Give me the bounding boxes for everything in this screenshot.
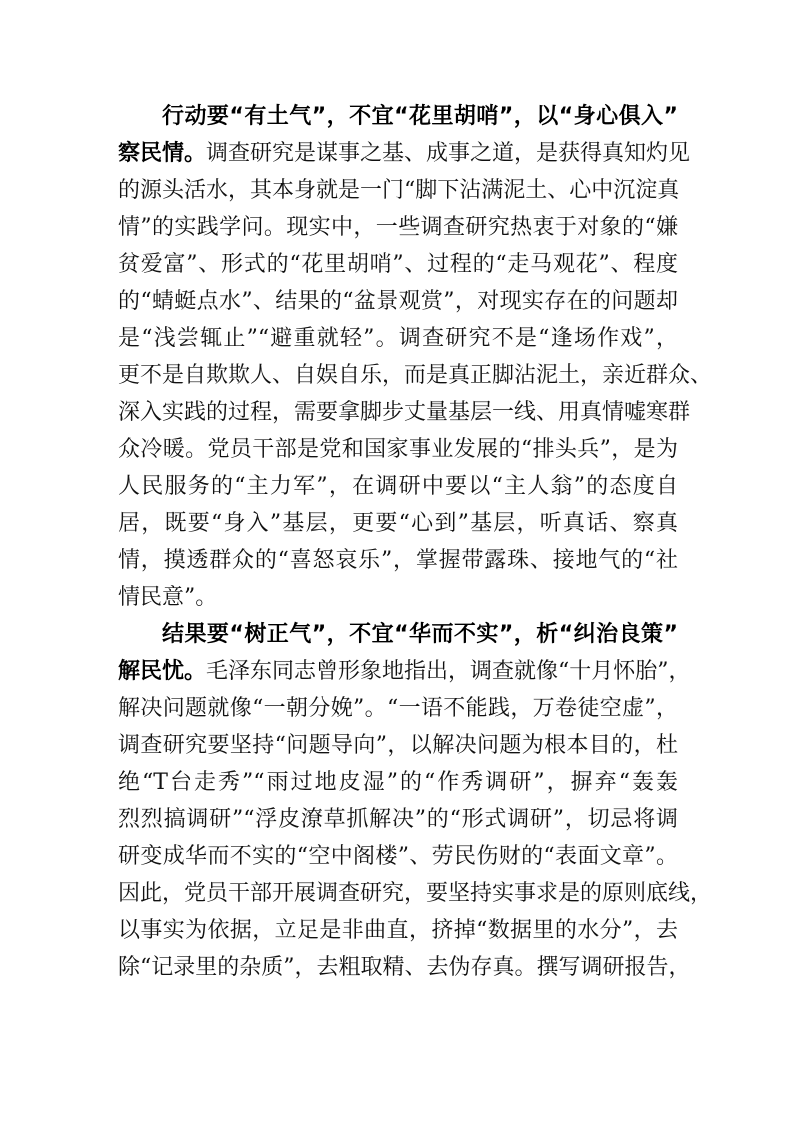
bold-heading-text: 结果要“树正气”，不宜“华而不实”，析“纠治良策” — [162, 622, 678, 647]
body-text: 解决问题就像“一朝分娩”。“一语不能践，万卷徒空虚”， — [118, 696, 678, 721]
text-line — [118, 431, 678, 468]
body-text: 研变成华而不实的“空中阁楼”、劳民伤财的“表面文章”。 — [118, 844, 678, 869]
text-line — [118, 764, 678, 801]
body-text: 情”的实践学问。现实中，一些调查研究热衷于对象的“嫌 — [118, 215, 678, 240]
text-line — [118, 912, 678, 949]
text-line — [118, 468, 678, 505]
paragraph — [118, 616, 713, 986]
text-line — [118, 653, 691, 690]
body-text: 烈烈搞调研”“浮皮潦草抓解决”的“形式调研”，切忌将调 — [118, 807, 678, 832]
text-line — [118, 949, 691, 986]
text-line — [118, 579, 678, 616]
text-line — [118, 727, 678, 764]
text-line — [118, 505, 678, 542]
text-line — [118, 98, 678, 135]
paragraph — [118, 98, 713, 616]
text-line — [118, 394, 691, 431]
body-text: 调查研究要坚持“问题导向”，以解决问题为根本目的，杜 — [118, 733, 678, 758]
text-line — [118, 616, 678, 653]
body-text: 深入实践的过程，需要拿脚步丈量基层一线、用真情嘘寒群 — [118, 400, 691, 425]
body-text: 居，既要“身入”基层，更要“心到”基层，听真话、察真 — [118, 511, 678, 536]
body-text: 绝“T台走秀”“雨过地皮湿”的“作秀调研”，摒弃“轰轰 — [118, 770, 678, 795]
body-text: 情民意”。 — [118, 585, 218, 610]
body-text: 除“记录里的杂质”，去粗取精、去伪存真。撰写调研报告， — [118, 955, 691, 980]
text-line — [118, 135, 691, 172]
bold-heading-text: 察民情。 — [118, 141, 207, 166]
text-line — [118, 246, 678, 283]
text-line — [118, 875, 713, 912]
text-line — [118, 357, 713, 394]
body-text: 人民服务的“主力军”，在调研中要以“主人翁”的态度自 — [118, 474, 678, 499]
text-line — [118, 542, 678, 579]
text-line — [118, 838, 678, 875]
body-text: 的源头活水，其本身就是一门“脚下沾满泥土、心中沉淀真 — [118, 178, 680, 203]
text-line — [118, 690, 678, 727]
body-text: 因此，党员干部开展调查研究，要坚持实事求是的原则底线， — [118, 881, 713, 906]
body-text: 情，摸透群众的“喜怒哀乐”，掌握带露珠、接地气的“社 — [118, 548, 678, 573]
body-text: 以事实为依据，立足是非曲直，挤掉“数据里的水分”，去 — [118, 918, 678, 943]
body-text: 调查研究是谋事之基、成事之道，是获得真知灼见 — [206, 141, 691, 166]
body-text: 众冷暖。党员干部是党和国家事业发展的“排头兵”，是为 — [118, 437, 678, 462]
bold-heading-text: 行动要“有土气”，不宜“花里胡哨”，以“身心俱入” — [162, 104, 678, 129]
text-line — [118, 172, 678, 209]
text-line — [118, 283, 678, 320]
text-line — [118, 320, 678, 357]
body-text: 贫爱富”、形式的“花里胡哨”、过程的“走马观花”、程度 — [118, 252, 678, 277]
body-text: 毛泽东同志曾形象地指出，调查就像“十月怀胎”， — [206, 659, 691, 684]
text-line — [118, 209, 678, 246]
text-line — [118, 801, 678, 838]
body-text: 更不是自欺欺人、自娱自乐，而是真正脚沾泥土，亲近群众、 — [118, 363, 713, 388]
body-text: 是“浅尝辄止”“避重就轻”。调查研究不是“逢场作戏”， — [118, 326, 678, 351]
bold-heading-text: 解民忧。 — [118, 659, 207, 684]
document-body — [118, 98, 713, 986]
body-text: 的“蜻蜓点水”、结果的“盆景观赏”，对现实存在的问题却 — [118, 289, 678, 314]
